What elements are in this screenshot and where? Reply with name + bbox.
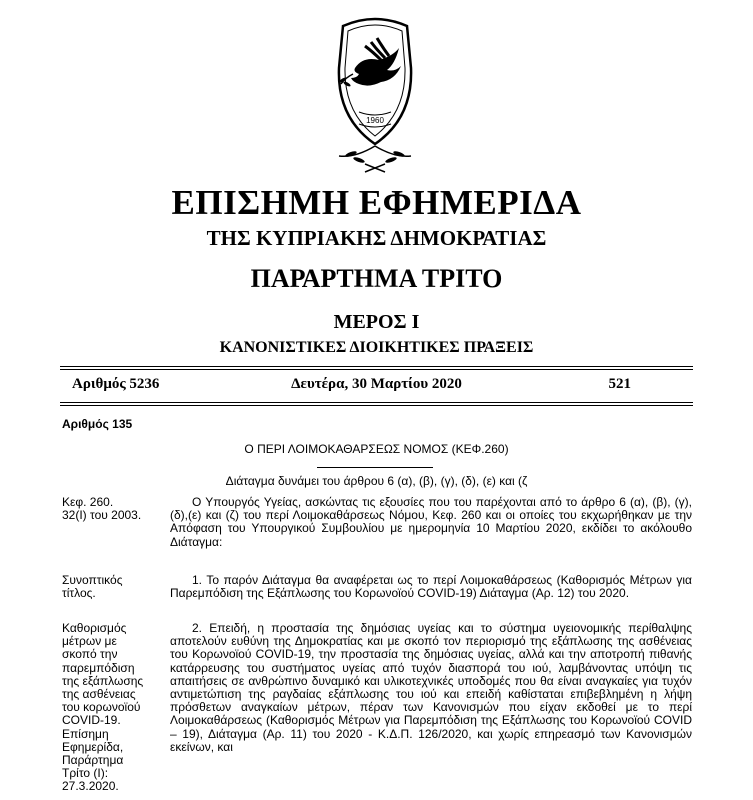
- issue-date: Δευτέρα, 30 Μαρτίου 2020: [291, 376, 462, 392]
- coat-of-arms-emblem: [295, 8, 455, 178]
- issue-number: Αριθμός 5236: [72, 376, 160, 392]
- gazette-title: ΕΠΙΣΗΜΗ ΕΦΗΜΕΡΙΔΑ: [171, 183, 582, 222]
- part-title: ΜΕΡΟΣ Ι: [333, 311, 420, 333]
- paragraph: [170, 622, 692, 754]
- margin-note: Κεφ. 260. 32(Ι) του 2003.: [62, 495, 142, 523]
- paragraph: [170, 496, 692, 549]
- divider: [317, 467, 433, 468]
- divider: [60, 402, 693, 403]
- decree-basis: Διάταγμα δυνάμει του άρθρου 6 (α), (β), (γ), (δ), (ε) και (ζ: [225, 474, 528, 488]
- page-number: 521: [608, 376, 631, 392]
- paragraph-text: 2. Επειδή, η προστασία της δημόσιας υγείας και το σύστημα υγειονομικής περίθαλψης αποτελούν ευθύνη της Δημοκρατίας και με σκοπό τον περιορισμό της εξάπλωσης της ασθένειας του Κορωνοϊού COVID-19, την προστασία της δημόσιας υγείας, αλλά και την αποτροπή πιθανής κατάρρευσης του συστήματος υγείας από τυχόν διασπορά του ιού, λαμβάνοντας υπόψη τις απαιτήσεις σε ανθρώπινο δυναμικό και υλικοτεχνικές υποδομές που θα είναι αναγκαίες για τυχόν αντιμετώπιση της ραγδαίας εξάπλωσης του ιού και επειδή καθίσταται επιβεβλημένη η λήψη πρόσθετων αναγκαίων μέτρων, πέραν των Κανονισμών που είχαν εκδοθεί με το περί Λοιμοκαθάρσεως (Καθορισμός Μέτρων για Παρεμπόδιση της Εξάπλωσης του Κορωνοϊού COVID – 19), Διάταγμα (Αρ. 11) του 2020 - Κ.Δ.Π. 126/2020, και χωρίς επηρεασμό των Κανονισμών εκείνων, και: [170, 621, 692, 754]
- appendix-title: ΠΑΡΑΡΤΗΜΑ ΤΡΙΤΟ: [250, 264, 503, 293]
- emblem-year: 1960: [366, 116, 384, 125]
- document-number: Αριθμός 135: [62, 417, 133, 431]
- paragraph-text: Ο Υπουργός Υγείας, ασκώντας τις εξουσίες που του παρέχονται από το άρθρο 6 (α), (β), (γ),(δ),(ε) και (ζ) του περί Λοιμοκαθάρσεως Νόμου, Κεφ. 260 και οι οποίες του εκχωρήθηκαν με την Απόφαση του Υπουργικού Συμβουλίου με ημερομηνία 10 Μαρτίου 2020, εκδίδει το ακόλουθο Διάταγμα:: [170, 495, 692, 549]
- paragraph-text: 1. Το παρόν Διάταγμα θα αναφέρεται ως το περί Λοιμοκαθάρσεως (Καθορισμός Μέτρων για Παρεμπόδιση της Εξάπλωσης του Κορωνοϊού COVID-19) Διάταγμα (Αρ. 12) του 2020.: [170, 573, 692, 601]
- gazette-subtitle: ΤΗΣ ΚΥΠΡΙΑΚΗΣ ΔΗΜΟΚΡΑΤΙΑΣ: [206, 226, 547, 250]
- paragraph: [170, 574, 692, 600]
- section-title: ΚΑΝΟΝΙΣΤΙΚΕΣ ΔΙΟΙΚΗΤΙΚΕΣ ΠΡΑΞΕΙΣ: [219, 339, 534, 356]
- margin-note: Συνοπτικός τίτλος.: [62, 573, 123, 601]
- margin-note: Καθορισμός μέτρων με σκοπό την παρεμπόδιση της εξάπλωσης της ασθένειας του κορωνοϊού COVID-19. Επίσημη Εφημερίδα, Παράρτημα Τρίτο (Ι): 27.3.2020.: [62, 621, 144, 794]
- law-title: Ο ΠΕΡΙ ΛΟΙΜΟΚΑΘΑΡΣΕΩΣ ΝΟΜΟΣ (ΚΕΦ.260): [244, 442, 509, 456]
- issue-info-bar: [60, 366, 693, 406]
- divider: [60, 369, 693, 370]
